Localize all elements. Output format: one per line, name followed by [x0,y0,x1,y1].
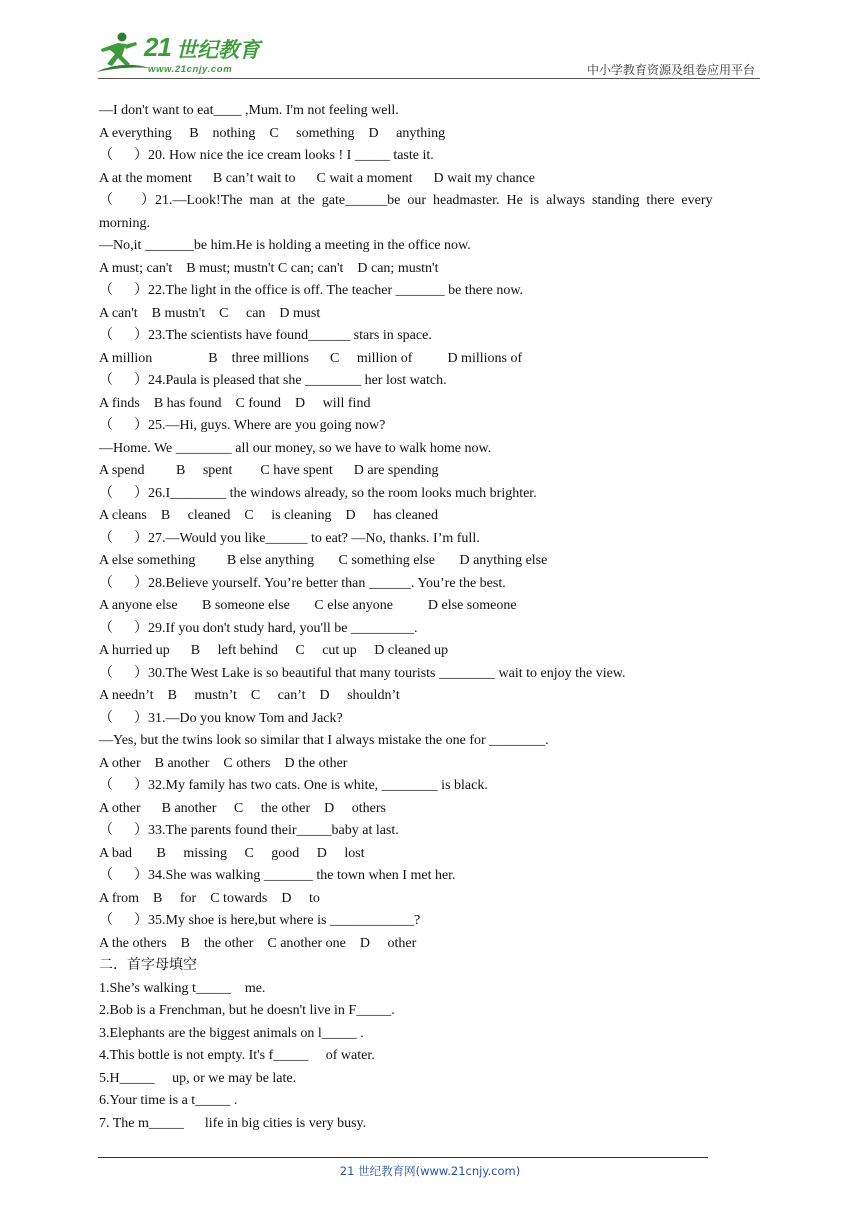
logo-number: 21 [144,32,171,62]
page-header [0,0,860,86]
text-line: —Yes, but the twins look so similar that I always mistake the one for ________. [99,733,549,748]
options-line: A cleans B cleaned C is cleaning D has cleaned [99,508,439,523]
question-30: （ ）30.The West Lake is so beautiful that many tourists ________ wait to enjoy the view. [99,665,626,681]
options-line: A must; can't B must; mustn't C can; can't D can; mustn't [99,260,439,276]
fill-in-item: 2.Bob is a Frenchman, but he doesn't live in F_____. [99,1003,395,1018]
question-25: （ ）25.—Hi, guys. Where are you going now? [99,418,386,433]
runner-logo-icon [92,30,152,78]
question-28: （ ）28.Believe yourself. You’re better than ______. You’re the best. [99,575,506,591]
section-heading: 二．首字母填空 [99,958,197,973]
fill-in-item: 6.Your time is a t_____ . [99,1093,238,1108]
options-line: A everything B nothing C something D anything [99,125,446,141]
fill-in-item: 1.She’s walking t_____ me. [99,980,266,996]
fill-in-item: 3.Elephants are the biggest animals on l_____ . [99,1025,364,1041]
options-line: A spend B spent C have spent D are spending [99,463,439,478]
question-35: （ ）35.My shoe is here,but where is ____________? [99,913,421,928]
question-29: （ ）29.If you don't study hard, you'll be _________. [99,620,418,636]
text-line: —No,it _______be him.He is holding a meeting in the office now. [99,238,471,253]
footer-divider [98,1157,708,1158]
options-line: A needn’t B mustn’t C can’t D shouldn’t [99,688,400,703]
header-divider [98,78,760,79]
fill-in-item: 5.H_____ up, or we may be late. [99,1070,297,1086]
fill-in-item: 7. The m_____ life in big cities is very busy. [99,1115,367,1131]
options-line: A bad B missing C good D lost [99,845,365,861]
question-26: （ ）26.I________ the windows already, so the room looks much brighter. [99,485,537,501]
question-32: （ ）32.My family has two cats. One is white, ________ is black. [99,778,488,793]
options-line: A from B for C towards D to [99,890,320,906]
text-line: morning. [99,215,150,231]
question-34: （ ）34.She was walking _______ the town when I met her. [99,868,456,883]
question-23: （ ）23.The scientists have found______ stars in space. [99,328,432,343]
options-line: A anyone else B someone else C else anyone D else someone [99,598,517,613]
question-22: （ ）22.The light in the office is off. The teacher _______ be there now. [99,283,524,298]
options-line: A million B three millions C million of D millions of [99,350,523,366]
options-line: A hurried up B left behind C cut up D cleaned up [99,643,449,658]
options-line: A can't B mustn't C can D must [99,305,321,321]
logo-text: 世纪教育 [176,38,260,62]
question-24: （ ）24.Paula is pleased that she ________ her lost watch. [99,373,447,388]
text-line: —I don't want to eat____ ,Mum. I'm not feeling well. [99,103,399,118]
question-33: （ ）33.The parents found their_____baby at last. [99,823,399,838]
text-line: —Home. We ________ all our money, so we have to walk home now. [99,440,492,456]
options-line: A else something B else anything C something else D anything else [99,553,548,568]
question-27: （ ）27.—Would you like______ to eat? —No, thanks. I’m full. [99,530,480,546]
options-line: A the others B the other C another one D other [99,935,417,951]
options-line: A at the moment B can’t wait to C wait a moment D wait my chance [99,170,535,186]
site-logo [92,30,292,80]
footer-text: 21 世纪教育网(www.21cnjy.com) [339,1164,521,1178]
fill-in-item: 4.This bottle is not empty. It's f_____ of water. [99,1048,375,1063]
logo-url: www.21cnjy.com [148,64,233,75]
options-line: A other B another C others D the other [99,755,348,771]
exercise-content [99,100,761,1135]
question-31: （ ）31.—Do you know Tom and Jack? [99,710,343,726]
options-line: A finds B has found C found D will find [99,395,371,411]
platform-name: 中小学教育资源及组卷应用平台 [586,63,755,77]
question-20: （ ）20. How nice the ice cream looks ! I _____ taste it. [99,148,434,163]
options-line: A other B another C the other D others [99,800,386,816]
question-21: （ ）21.—Look!The man at the gate______be our headmaster. He is always standing there every [99,193,713,208]
